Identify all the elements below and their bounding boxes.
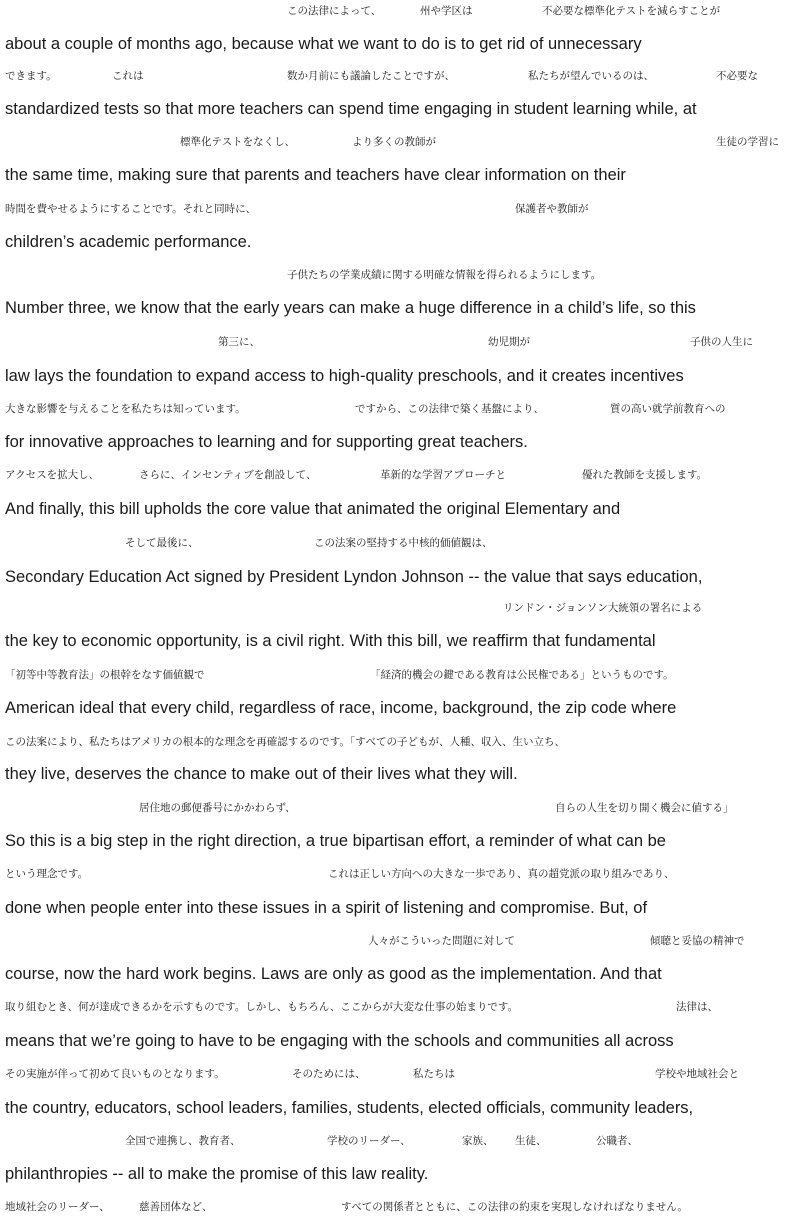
- translation-fragment: という理念です。: [5, 868, 89, 880]
- japanese-translation-line: [0, 933, 800, 951]
- translation-fragment: 子供の人生に: [690, 336, 753, 348]
- japanese-translation-line: [0, 535, 800, 553]
- translation-fragment: この法律によって、: [287, 5, 382, 17]
- japanese-translation-line: [0, 1066, 800, 1084]
- translation-fragment: 不必要な標準化テストを減らすことが: [542, 5, 721, 17]
- translation-fragment: 優れた教師を支援します。: [582, 469, 708, 481]
- translation-fragment: 大きな影響を与えることを私たちは知っています。: [5, 403, 246, 415]
- translation-fragment: 州や学区は: [420, 5, 473, 17]
- japanese-translation-line: [0, 800, 800, 818]
- japanese-translation-line: [0, 734, 800, 752]
- english-transcript-line: American ideal that every child, regardless of race, income, background, the zip code where: [5, 699, 677, 717]
- translation-fragment: リンドン・ジョンソン大統領の署名による: [503, 602, 703, 614]
- japanese-translation-line: [0, 866, 800, 884]
- translation-fragment: できます。: [5, 70, 57, 82]
- japanese-translation-line: [0, 467, 800, 485]
- translation-fragment: そのためには、: [292, 1068, 366, 1080]
- translation-fragment: 生徒の学習に: [716, 136, 779, 148]
- english-transcript-line: Number three, we know that the early years can make a huge difference in a child’s life, so this: [5, 299, 696, 317]
- translation-fragment: 私たちが望んでいるのは、: [528, 70, 654, 82]
- translation-fragment: 第三に、: [218, 336, 260, 348]
- translation-fragment: 傾聴と妥協の精神で: [650, 935, 745, 947]
- english-transcript-line: the country, educators, school leaders, families, students, elected officials, community leaders,: [5, 1099, 694, 1117]
- translation-fragment: これは: [112, 70, 144, 82]
- japanese-translation-line: [0, 667, 800, 685]
- japanese-translation-line: [0, 600, 800, 618]
- english-transcript-line: the same time, making sure that parents and teachers have clear information on their: [5, 166, 626, 184]
- translation-fragment: 慈善団体など、: [139, 1201, 213, 1213]
- translation-fragment: 保護者や教師が: [515, 203, 589, 215]
- translation-fragment: 「経済的機会の鍵である教育は公民権である」というものです。: [370, 669, 674, 681]
- english-transcript-line: means that we’re going to have to be engaging with the schools and communities all across: [5, 1032, 674, 1050]
- english-transcript-line: about a couple of months ago, because what we want to do is to get rid of unnecessary: [5, 35, 642, 53]
- japanese-translation-line: [0, 68, 800, 86]
- japanese-translation-line: [0, 1133, 800, 1151]
- japanese-translation-line: [0, 134, 800, 152]
- translation-fragment: より多くの教師が: [352, 136, 436, 148]
- translation-fragment: ですから、この法律で築く基盤により、: [355, 403, 544, 415]
- translation-fragment: アクセスを拡大し、: [5, 469, 100, 481]
- english-transcript-line: Secondary Education Act signed by President Lyndon Johnson -- the value that says education,: [5, 568, 703, 586]
- english-transcript-line: philanthropies -- all to make the promise of this law reality.: [5, 1165, 429, 1183]
- english-transcript-line: And finally, this bill upholds the core value that animated the original Elementary and: [5, 500, 621, 518]
- translation-fragment: 私たちは: [413, 1068, 455, 1080]
- translation-fragment: 居住地の郵便番号にかかわらず、: [139, 802, 296, 814]
- translation-fragment: 不必要な: [716, 70, 758, 82]
- translation-fragment: 学校のリーダー、: [327, 1135, 411, 1147]
- translation-fragment: 「初等中等教育法」の根幹をなす価値観で: [5, 669, 205, 681]
- japanese-translation-line: [0, 267, 800, 285]
- translation-fragment: 時間を費やせるようにすることです。それと同時に、: [5, 203, 257, 215]
- english-transcript-line: standardized tests so that more teachers can spend time engaging in student learning while, at: [5, 100, 697, 118]
- japanese-translation-line: [0, 201, 800, 219]
- translation-fragment: 家族、: [462, 1135, 494, 1147]
- english-transcript-line: course, now the hard work begins. Laws are only as good as the implementation. And that: [5, 965, 662, 983]
- translation-fragment: 革新的な学習アプローチと: [380, 469, 506, 481]
- translation-fragment: 数か月前にも議論したことですが、: [287, 70, 455, 82]
- translation-fragment: 子供たちの学業成績に関する明確な情報を得られるようにします。: [287, 269, 602, 281]
- english-transcript-line: done when people enter into these issues in a spirit of listening and compromise. But, of: [5, 899, 648, 917]
- english-transcript-line: they live, deserves the chance to make out of their lives what they will.: [5, 765, 518, 783]
- japanese-translation-line: [0, 3, 800, 21]
- translation-fragment: これは正しい方向への大きな一歩であり、真の超党派の取り組みであり、: [328, 868, 675, 880]
- translation-fragment: 地域社会のリーダー、: [5, 1201, 110, 1213]
- english-transcript-line: So this is a big step in the right direction, a true bipartisan effort, a reminder of what can be: [5, 832, 666, 850]
- translation-fragment: この法案により、私たちはアメリカの根本的な理念を再確認するのです。「すべての子どもが、人種、収入、生い立ち、: [5, 736, 565, 748]
- translation-fragment: 学校や地域社会と: [655, 1068, 739, 1080]
- translation-fragment: 人々がこういった問題に対して: [368, 935, 515, 947]
- translation-fragment: そして最後に、: [125, 537, 199, 549]
- english-transcript-line: law lays the foundation to expand access to high-quality preschools, and it creates incentives: [5, 367, 684, 385]
- translation-fragment: すべての関係者とともに、この法律の約束を実現しなければなりません。: [341, 1201, 688, 1213]
- english-transcript-line: for innovative approaches to learning and for supporting great teachers.: [5, 433, 528, 451]
- translation-fragment: 全国で連携し、教育者、: [125, 1135, 241, 1147]
- translation-fragment: 公職者、: [596, 1135, 638, 1147]
- japanese-translation-line: [0, 401, 800, 419]
- translation-fragment: 法律は、: [676, 1001, 718, 1013]
- japanese-translation-line: [0, 1199, 800, 1217]
- translation-fragment: その実施が伴って初めて良いものとなります。: [5, 1068, 225, 1080]
- translation-fragment: この法案の堅持する中核的価値観は、: [314, 537, 493, 549]
- translation-fragment: 質の高い就学前教育への: [610, 403, 726, 415]
- translation-fragment: さらに、インセンティブを創設して、: [139, 469, 317, 481]
- japanese-translation-line: [0, 334, 800, 352]
- translation-fragment: 幼児期が: [488, 336, 530, 348]
- japanese-translation-line: [0, 999, 800, 1017]
- translation-fragment: 自らの人生を切り開く機会に値する」: [555, 802, 734, 814]
- translation-fragment: 標準化テストをなくし、: [180, 136, 296, 148]
- english-transcript-line: the key to economic opportunity, is a civil right. With this bill, we reaffirm that fundamental: [5, 632, 656, 650]
- translation-fragment: 生徒、: [515, 1135, 547, 1147]
- translation-fragment: 取り組むとき、何が達成できるかを示すものです。しかし、もちろん、ここからが大変な仕事の始まりです。: [5, 1001, 519, 1013]
- english-transcript-line: children’s academic performance.: [5, 233, 252, 251]
